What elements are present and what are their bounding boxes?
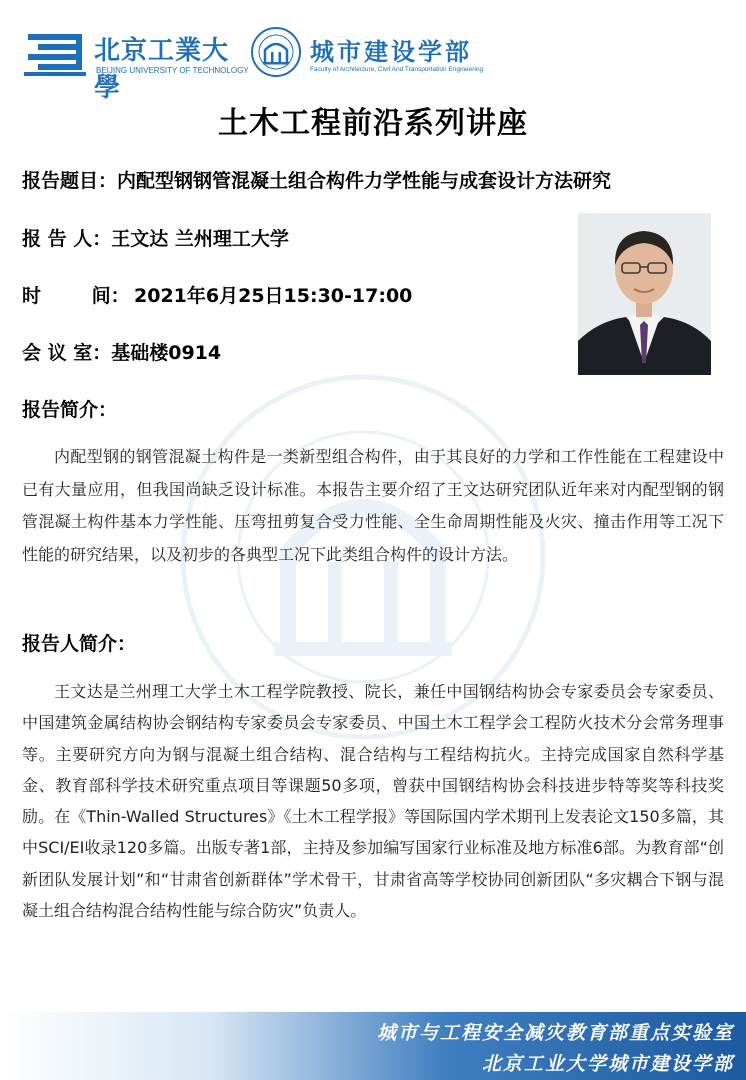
page-title: 土木工程前沿系列讲座 [218, 106, 528, 141]
time-row [22, 281, 412, 308]
speaker-label: 报 告 人： [22, 228, 112, 250]
footer-faculty-name: 北京工业大学城市建设学部 [481, 1053, 734, 1075]
footer-lab-name: 城市与工程安全减灾教育部重点实验室 [376, 1022, 734, 1044]
report-intro-heading: 报告简介： [22, 399, 118, 421]
report-intro-body: 内配型钢的钢管混凝土构件是一类新型组合构件，由于其良好的力学和工作性能在工程建设中已有大量应用，但我国尚缺乏设计标准。本报告主要介绍了王文达研究团队近年来对内配型钢的钢管混凝土构件基本力学性能、压弯扭剪复合受力性能、全生命周期性能及火灾、撞击作用等工况下性能的研究结果，以及初步的各典型工况下此类组合构件的设计方法。 [22, 447, 724, 564]
speaker-intro-body: 王文达是兰州理工大学土木工程学院教授、院长，兼任中国钢结构协会专家委员会专家委员、中国建筑金属结构协会钢结构专家委员会专家委员、中国土木工程学会工程防火技术分会常务理事等。主要研究方向为钢与混凝土组合结构、混合结构与工程结构抗火。主持完成国家自然科学基金、教育部科学技术研究重点项目等课题50多项，曾获中国钢结构协会科技进步特等奖等科技奖励。在《Thin-Walled Structures》《土木工程学报》等国际国内学术期刊上发表论文150多篇，其中SCI/EI收录120多篇。出版专著1部，主持及参加编写国家行业标准及地方标准6部。为教育部“创新团队发展计划”和“甘肃省创新群体”学术骨干，甘肃省高等学校协同创新团队“多灾耦合下钢与混凝土组合结构混合结构性能与综合防灾”负责人。 [22, 682, 724, 921]
time-value: 2021年6月25日15:30-17:00 [134, 285, 413, 307]
room-value: 基础楼0914 [111, 342, 222, 364]
bjut-emblem-icon [24, 28, 90, 80]
speaker-photo [578, 213, 711, 375]
faculty-name: 城市建设学部 [310, 37, 472, 66]
faculty-emblem-icon [250, 26, 302, 78]
bjut-name-en: BEIJING UNIVERSITY OF TECHNOLOGY [96, 66, 249, 75]
topic-label: 报告题目： [22, 170, 118, 192]
bjut-logo [24, 28, 249, 103]
topic-value: 内配型钢钢管混凝土组合构件力学性能与成套设计方法研究 [117, 170, 612, 192]
speaker-value: 王文达 兰州理工大学 [111, 228, 289, 250]
topic-row [22, 166, 611, 193]
speaker-intro-heading: 报告人简介： [22, 633, 137, 655]
faculty-name-en: Faculty of Architecture, Civil And Transportation Engineering [310, 66, 484, 73]
bjut-name: 北京工業大學 [94, 36, 230, 103]
room-label: 会 议 室： [22, 342, 112, 364]
time-label: 时 间： [22, 285, 130, 307]
speaker-row [22, 224, 289, 251]
footer-band [0, 1012, 746, 1080]
faculty-logo [250, 26, 500, 80]
room-row [22, 338, 221, 365]
